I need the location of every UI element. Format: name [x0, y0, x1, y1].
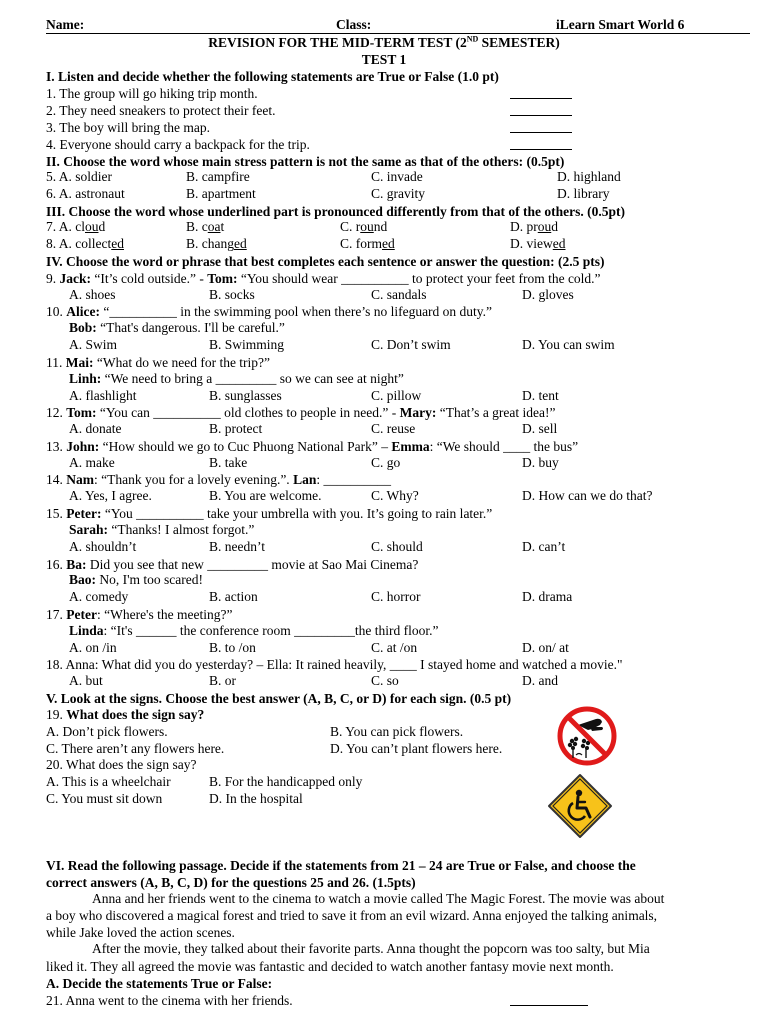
q5-option-d: D. highland — [557, 169, 621, 184]
statement-4: 4. Everyone should carry a backpack for the trip. — [46, 137, 310, 152]
q9-option-d: D. gloves — [522, 287, 574, 302]
q8-option-c: C. formed — [340, 236, 395, 251]
q6-option-a: 6. A. astronaut — [46, 186, 125, 201]
q15-option-a: A. shouldn’t — [69, 539, 137, 554]
header-rule — [46, 33, 750, 34]
section-6-heading-line-2: correct answers (A, B, C, D) for the questions 25 and 26. (1.5pts) — [46, 875, 416, 890]
q11-option-b: B. sunglasses — [209, 388, 282, 403]
q13-option-b: B. take — [209, 455, 248, 470]
q7-option-d: D. proud — [510, 219, 558, 234]
q17-option-d: D. on/ at — [522, 640, 569, 655]
q12-option-b: B. protect — [209, 421, 263, 436]
no-picking-flowers-sign-icon — [556, 705, 618, 767]
q20-option-d: D. In the hospital — [209, 791, 303, 806]
q16-reply: Bao: No, I'm too scared! — [69, 572, 204, 587]
section-6-heading-line-1: VI. Read the following passage. Decide if the statements from 21 – 24 are True or False, and choose the — [46, 858, 636, 873]
q11-option-a: A. flashlight — [69, 388, 137, 403]
q13-option-d: D. buy — [522, 455, 559, 470]
q12-option-a: A. donate — [69, 421, 122, 436]
q10-option-d: D. You can swim — [522, 337, 615, 352]
q7-option-c: C. round — [340, 219, 388, 234]
q15-option-b: B. needn’t — [209, 539, 265, 554]
q19-option-a: A. Don’t pick flowers. — [46, 724, 168, 739]
page-title: REVISION FOR THE MID-TERM TEST (2ND SEMESTER) — [208, 34, 560, 50]
q18-option-d: D. and — [522, 673, 558, 688]
q8-option-d: D. viewed — [510, 236, 566, 251]
q18-stem: 18. Anna: What did you do yesterday? – Ella: It rained heavily, ____ I stayed home and watched a movie." — [46, 657, 623, 672]
q17-option-a: A. on /in — [69, 640, 117, 655]
answer-blank-21[interactable] — [510, 993, 588, 1006]
q10-option-c: C. Don’t swim — [371, 337, 451, 352]
q5-option-c: C. invade — [371, 169, 423, 184]
passage-p1-line-3: while Jake loved the action scenes. — [46, 925, 235, 940]
wheelchair-sign-icon — [547, 773, 613, 839]
q14-option-b: B. You are welcome. — [209, 488, 322, 503]
q9-stem: 9. Jack: “It’s cold outside.” - Tom: “You should wear __________ to protect your feet from the cold.” — [46, 271, 601, 286]
q15-stem: 15. Peter: “You __________ take your umbrella with you. It’s going to rain later.” — [46, 506, 493, 521]
q12-option-d: D. sell — [522, 421, 558, 436]
q15-option-c: C. should — [371, 539, 423, 554]
q10-stem: 10. Alice: “__________ in the swimming pool when there’s no lifeguard on duty.” — [46, 304, 493, 319]
statement-2: 2. They need sneakers to protect their feet. — [46, 103, 276, 118]
q17-option-c: C. at /on — [371, 640, 418, 655]
q12-stem: 12. Tom: “You can __________ old clothes to people in need.” - Mary: “That’s a great idea!” — [46, 405, 556, 420]
q17-reply: Linda: “It's ______ the conference room _________the third floor.” — [69, 623, 439, 638]
test-number: TEST 1 — [361, 52, 407, 67]
q13-option-a: A. make — [69, 455, 115, 470]
name-label: Name: — [46, 17, 85, 32]
statement-1: 1. The group will go hiking trip month. — [46, 86, 258, 101]
q20-option-c: C. You must sit down — [46, 791, 163, 806]
q14-option-d: D. How can we do that? — [522, 488, 653, 503]
section-3-heading: III. Choose the word whose underlined part is pronounced differently from that of the others. (0.5pt) — [46, 204, 626, 219]
q15-reply: Sarah: “Thanks! I almost forgot.” — [69, 522, 255, 537]
answer-blank-3[interactable] — [510, 120, 572, 133]
q14-stem: 14. Nam: “Thank you for a lovely evening.”. Lan: __________ — [46, 472, 391, 487]
q16-stem: 16. Ba: Did you see that new _________ movie at Sao Mai Cinema? — [46, 557, 419, 572]
q6-option-c: C. gravity — [371, 186, 425, 201]
q19-option-b: B. You can pick flowers. — [330, 724, 464, 739]
q16-option-c: C. horror — [371, 589, 421, 604]
q18-option-a: A. but — [69, 673, 103, 688]
answer-blank-2[interactable] — [510, 103, 572, 116]
q7-option-a: 7. A. cloud — [46, 219, 106, 234]
q17-stem: 17. Peter: “Where's the meeting?” — [46, 607, 233, 622]
q18-option-c: C. so — [371, 673, 399, 688]
q5-option-a: 5. A. soldier — [46, 169, 112, 184]
q10-option-b: B. Swimming — [209, 337, 285, 352]
section-2-heading: II. Choose the word whose main stress pattern is not the same as that of the others: (0.5pt) — [46, 154, 565, 169]
section-4-heading: IV. Choose the word or phrase that best completes each sentence or answer the question: (2.5 pts) — [46, 254, 605, 269]
section-5-heading: V. Look at the signs. Choose the best answer (A, B, C, or D) for each sign. (0.5 pt) — [46, 691, 512, 706]
q20-stem: 20. What does the sign say? — [46, 757, 197, 772]
q5-option-b: B. campfire — [186, 169, 250, 184]
q13-stem: 13. John: “How should we go to Cuc Phuong National Park” – Emma: “We should ____ the bus” — [46, 439, 579, 454]
answer-blank-1[interactable] — [510, 86, 572, 99]
q20-option-a: A. This is a wheelchair — [46, 774, 171, 789]
q19-option-c: C. There aren’t any flowers here. — [46, 741, 225, 756]
q11-option-c: C. pillow — [371, 388, 422, 403]
q17-option-b: B. to /on — [209, 640, 256, 655]
q6-option-d: D. library — [557, 186, 610, 201]
passage-p1-line-1: Anna and her friends went to the cinema to watch a movie called The Magic Forest. The movie was about — [92, 891, 665, 906]
section-1-heading: I. Listen and decide whether the following statements are True or False (1.0 pt) — [46, 69, 499, 84]
class-label: Class: — [336, 17, 372, 32]
q13-option-c: C. go — [371, 455, 401, 470]
q16-option-d: D. drama — [522, 589, 573, 604]
q16-option-b: B. action — [209, 589, 258, 604]
q7-option-b: B. coat — [186, 219, 225, 234]
q15-option-d: D. can’t — [522, 539, 566, 554]
q9-option-a: A. shoes — [69, 287, 116, 302]
statement-3: 3. The boy will bring the map. — [46, 120, 210, 135]
book-title: iLearn Smart World 6 — [556, 17, 685, 32]
q19-stem: 19. What does the sign say? — [46, 707, 205, 722]
q9-option-b: B. socks — [209, 287, 255, 302]
answer-blank-4[interactable] — [510, 137, 572, 150]
q19-option-d: D. You can’t plant flowers here. — [330, 741, 503, 756]
passage-p1-line-2: a boy who discovered a magical forest and tried to save it from an evil wizard. Anna enjoyed the talking animals, — [46, 908, 658, 923]
q11-reply: Linh: “We need to bring a _________ so we can see at night” — [69, 371, 404, 386]
q11-option-d: D. tent — [522, 388, 559, 403]
q16-option-a: A. comedy — [69, 589, 129, 604]
q6-option-b: B. apartment — [186, 186, 256, 201]
passage-p2-line-2: liked it. They all agreed the movie was fantastic and decided to watch another fantasy movie next month. — [46, 959, 614, 974]
passage-p2-line-1: After the movie, they talked about their favorite parts. Anna thought the popcorn was too salty, but Mia — [92, 941, 650, 956]
q10-option-a: A. Swim — [69, 337, 118, 352]
q11-stem: 11. Mai: “What do we need for the trip?” — [46, 355, 271, 370]
subsection-a-heading: A. Decide the statements True or False: — [46, 976, 273, 991]
q8-option-b: B. changed — [186, 236, 247, 251]
q14-option-c: C. Why? — [371, 488, 419, 503]
q18-option-b: B. or — [209, 673, 236, 688]
q9-option-c: C. sandals — [371, 287, 427, 302]
q14-option-a: A. Yes, I agree. — [69, 488, 152, 503]
q10-reply: Bob: “That's dangerous. I'll be careful.” — [69, 320, 285, 335]
q8-option-a: 8. A. collected — [46, 236, 124, 251]
q20-option-b: B. For the handicapped only — [209, 774, 363, 789]
q12-option-c: C. reuse — [371, 421, 416, 436]
statement-21: 21. Anna went to the cinema with her friends. — [46, 993, 293, 1008]
